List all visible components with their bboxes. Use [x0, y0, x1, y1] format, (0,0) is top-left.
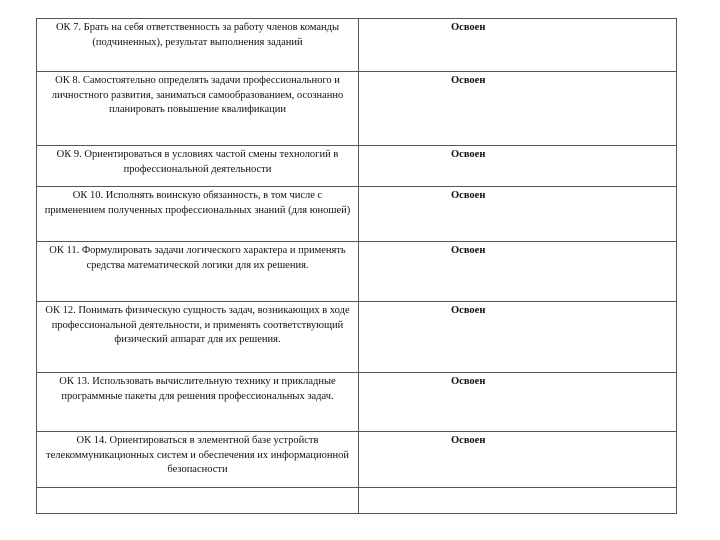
table-row [37, 242, 677, 302]
competence-cell: ОК 10. Исполнять воинскую обязанность, в том числе с применением полученных профессиональных знаний (для юношей) [37, 187, 359, 242]
status-cell: Освоен [359, 302, 677, 373]
competence-table [36, 18, 677, 514]
table-row [37, 302, 677, 373]
table-row [37, 19, 677, 72]
table-row [37, 373, 677, 432]
status-cell: Освоен [359, 242, 677, 302]
status-cell: Освоен [359, 72, 677, 146]
competence-cell: ОК 12. Понимать физическую сущность задач, возникающих в ходе профессиональной деятельности, и применять соответствующий физический аппарат для их решения. [37, 302, 359, 373]
status-cell: Освоен [359, 19, 677, 72]
status-cell: Освоен [359, 146, 677, 187]
competence-cell: ОК 14. Ориентироваться в элементной базе устройств телекоммуникационных систем и обеспечения их информационной безопасности [37, 432, 359, 488]
status-cell: Освоен [359, 373, 677, 432]
empty-table-row [37, 488, 677, 514]
competence-cell: ОК 13. Использовать вычислительную технику и прикладные программные пакеты для решения профессиональных задач. [37, 373, 359, 432]
status-cell: Освоен [359, 187, 677, 242]
competence-cell: ОК 7. Брать на себя ответственность за работу членов команды (подчиненных), результат выполнения заданий [37, 19, 359, 72]
competence-cell: ОК 9. Ориентироваться в условиях частой смены технологий в профессиональной деятельности [37, 146, 359, 187]
empty-cell [359, 488, 677, 514]
competence-cell: ОК 8. Самостоятельно определять задачи профессионального и личностного развития, заниматься самообразованием, осознанно планировать повышение квалификации [37, 72, 359, 146]
empty-cell [37, 488, 359, 514]
status-cell: Освоен [359, 432, 677, 488]
competence-cell: ОК 11. Формулировать задачи логического характера и применять средства математической логики для их решения. [37, 242, 359, 302]
table-row [37, 187, 677, 242]
table-row [37, 432, 677, 488]
table-row [37, 146, 677, 187]
table-row [37, 72, 677, 146]
